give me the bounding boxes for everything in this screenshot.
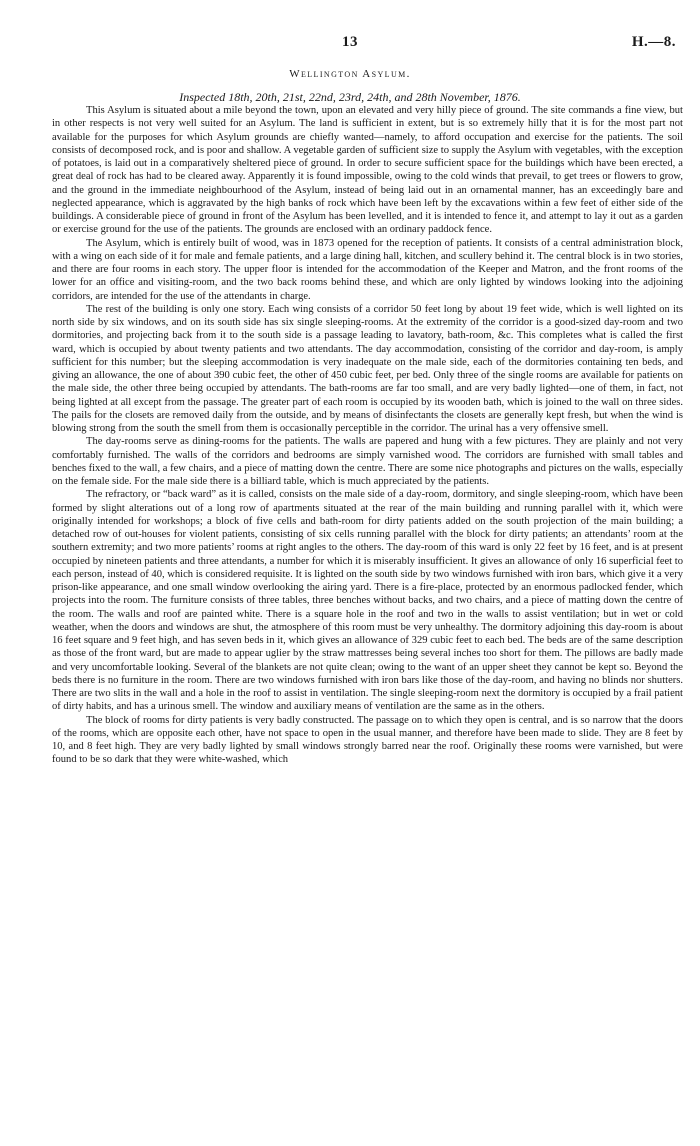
section-title: Wellington Asylum.	[289, 68, 411, 80]
report-body	[52, 104, 683, 767]
document-reference: H.—8.	[631, 34, 676, 50]
paragraph: The rest of the building is only one story. Each wing consists of a corridor 50 feet long by about 19 feet wide, which is well lighted on its north side by six windows, and on its south side has six single sleeping-rooms. At the extremity of the corridor is a good-sized day-room and two dormitories, and projecting back from it to the south side is a passage leading to lavatory, bath-room, &c. This completes what is called the first ward, which is occupied by about twenty patients and two attendants. The day accommodation, consisting of the corridor and day-room, is amply sufficient for this number; but the sleeping accommodation is very inadequate on the male side, each of the dormitories containing ten beds, and giving an allowance, the one of about 390 cubic feet, the other of 450 cubic feet, per bed. Only three of the single rooms are available for patients on the male side, the other three being occupied by attendants. The bath-rooms are far too small, and are very badly lighted—one of them, in fact, not being lighted at all except from the passage. The greater part of each room is occupied by its wooden bath, which is joined to the wall on three sides. The pails for the closets are removed daily from the outside, and by means of disinfectants the closets are generally kept fresh, but when the wind is blowing strong from the south the smell from them is occasionally perceptible in the corridor. The urinal has a very offensive smell.	[52, 303, 683, 434]
paragraph: The block of rooms for dirty patients is very badly constructed. The passage on to which they open is central, and is so narrow that the doors of the rooms, which are opposite each other, have not space to open in the usual manner, and therefore have been made to slide. They are 8 feet by 10, and 8 feet high. They are very badly lighted by small windows strongly barred near the roof. Originally these rooms were varnished, but were found to be so dark that they were white-washed, which	[52, 714, 683, 766]
paragraph: The refractory, or “back ward” as it is called, consists on the male side of a day-room, dormitory, and single sleeping-room, which have been formed by slight alterations out of a long row of apartments situated at the rear of the main building and running parallel with it, which were originally intended for workshops; a block of five cells and bath-room for dirty patients added on the south projection of the main building; a detached row of out-houses for violent patients, consisting of six cells running parallel with the block for dirty patients; an attendants’ room at the southern extremity; and two more patients’ rooms at right angles to the others. The day-room of this ward is only 22 feet by 16 feet, and is at present occupied by nineteen patients and three attendants, a number for which it is miserably insufficient. It gives an allowance of only 16 superficial feet to each person, instead of 40, which is considered requisite. It is lighted on the south side by two windows furnished with iron bars, which give it a very prison-like appearance, and one small window overlooking the airing yard. There is a fire-place, protected by an enormous padlocked fender, which projects into the room. The furniture consists of three tables, three benches without backs, and two chairs, and a piece of matting down the centre of the room. The walls and roof are painted white. There is a square hole in the roof and two in the walls to assist ventilation; but in wet or cold weather, when the doors and windows are shut, the atmosphere of this room must be very unhealthy. The dormitory adjoining this day-room is about 16 feet square and 9 feet high, and has seven beds in it, which gives an allowance of 329 cubic feet to each bed. The beds are of the same description as those of the front ward, but are made to appear uglier by the straw mattresses being several inches too short for them. The pillows are badly made and very uncomfortable looking. Several of the blankets are not quite clean; owing to the want of an upper sheet they cannot be kept so. Beyond the beds there is no furniture in the room. There are two windows furnished with iron bars like those of the day-room, and having no blinds nor shutters. There are two slits in the wall and a hole in the roof to assist in ventilation. The single sleeping-room next the dormitory is occupied by a frail patient of dirty habits, and has a urinous smell. The window and auxiliary means of ventilation are the same as in the others.	[52, 489, 683, 713]
paragraph: The day-rooms serve as dining-rooms for the patients. The walls are papered and hung with a few pictures. They are plainly and not very comfortably furnished. The walls of the corridors and bedrooms are simply varnished wood. The corridors are furnished with small tables and benches fixed to the wall, a few chairs, and a piece of matting down the centre. There are some nice photographs and pictures on the walls, especially on the female side. For the male side there is a billiard table, which is much appreciated by the patients.	[52, 436, 683, 487]
page-number: 13	[342, 34, 358, 50]
paragraph: This Asylum is situated about a mile beyond the town, upon an elevated and very hilly piece of ground. The site commands a fine view, but in other respects is not very well suited for an Asylum. The land is sufficient in extent, but is so extremely hilly that it is for the most part not available for the purposes for which Asylum grounds are chiefly wanted—namely, to afford occupation and exercise for the patients. The soil consists of decomposed rock, and is poor and shallow. A vegetable garden of sufficient size to supply the Asylum with vegetables, with the exception of potatoes, is laid out in a comparatively sheltered piece of ground. In order to secure sufficient space for the buildings which have been erected, a great deal of rock has had to be cleared away. Apparently it is found impossible, owing to the cold winds that prevail, to get trees or flowers to grow, and the ground in the immediate neighbourhood of the Asylum, instead of being laid out in an ornamental manner, has an exceedingly bare and neglected appearance, which is aggravated by the high banks of rock which have been left by the excavations within a few feet of either side of the buildings. A considerable piece of ground in front of the Asylum has been levelled, and it is intended to fence it, and attempt to lay it out as a garden or exercise ground for the use of the patients. The grounds are enclosed with an ordinary paddock fence.	[52, 105, 683, 236]
page-header	[0, 34, 700, 54]
paragraph: The Asylum, which is entirely built of wood, was in 1873 opened for the reception of patients. It consists of a central administration block, with a wing on each side of it for male and female patients, and a large dining hall, kitchen, and scullery behind it. The central block is in two stories, and there are four rooms in each story. The upper floor is intended for the accommodation of the Keeper and Matron, and the front rooms of the lower for an office and visiting-room, and the two back rooms behind these, and which are only lighted by windows looking into the adjoining corridors, are intended for the use of the attendants in charge.	[52, 237, 683, 302]
inspection-dates: Inspected 18th, 20th, 21st, 22nd, 23rd, 24th, and 28th November, 1876.	[179, 90, 521, 104]
